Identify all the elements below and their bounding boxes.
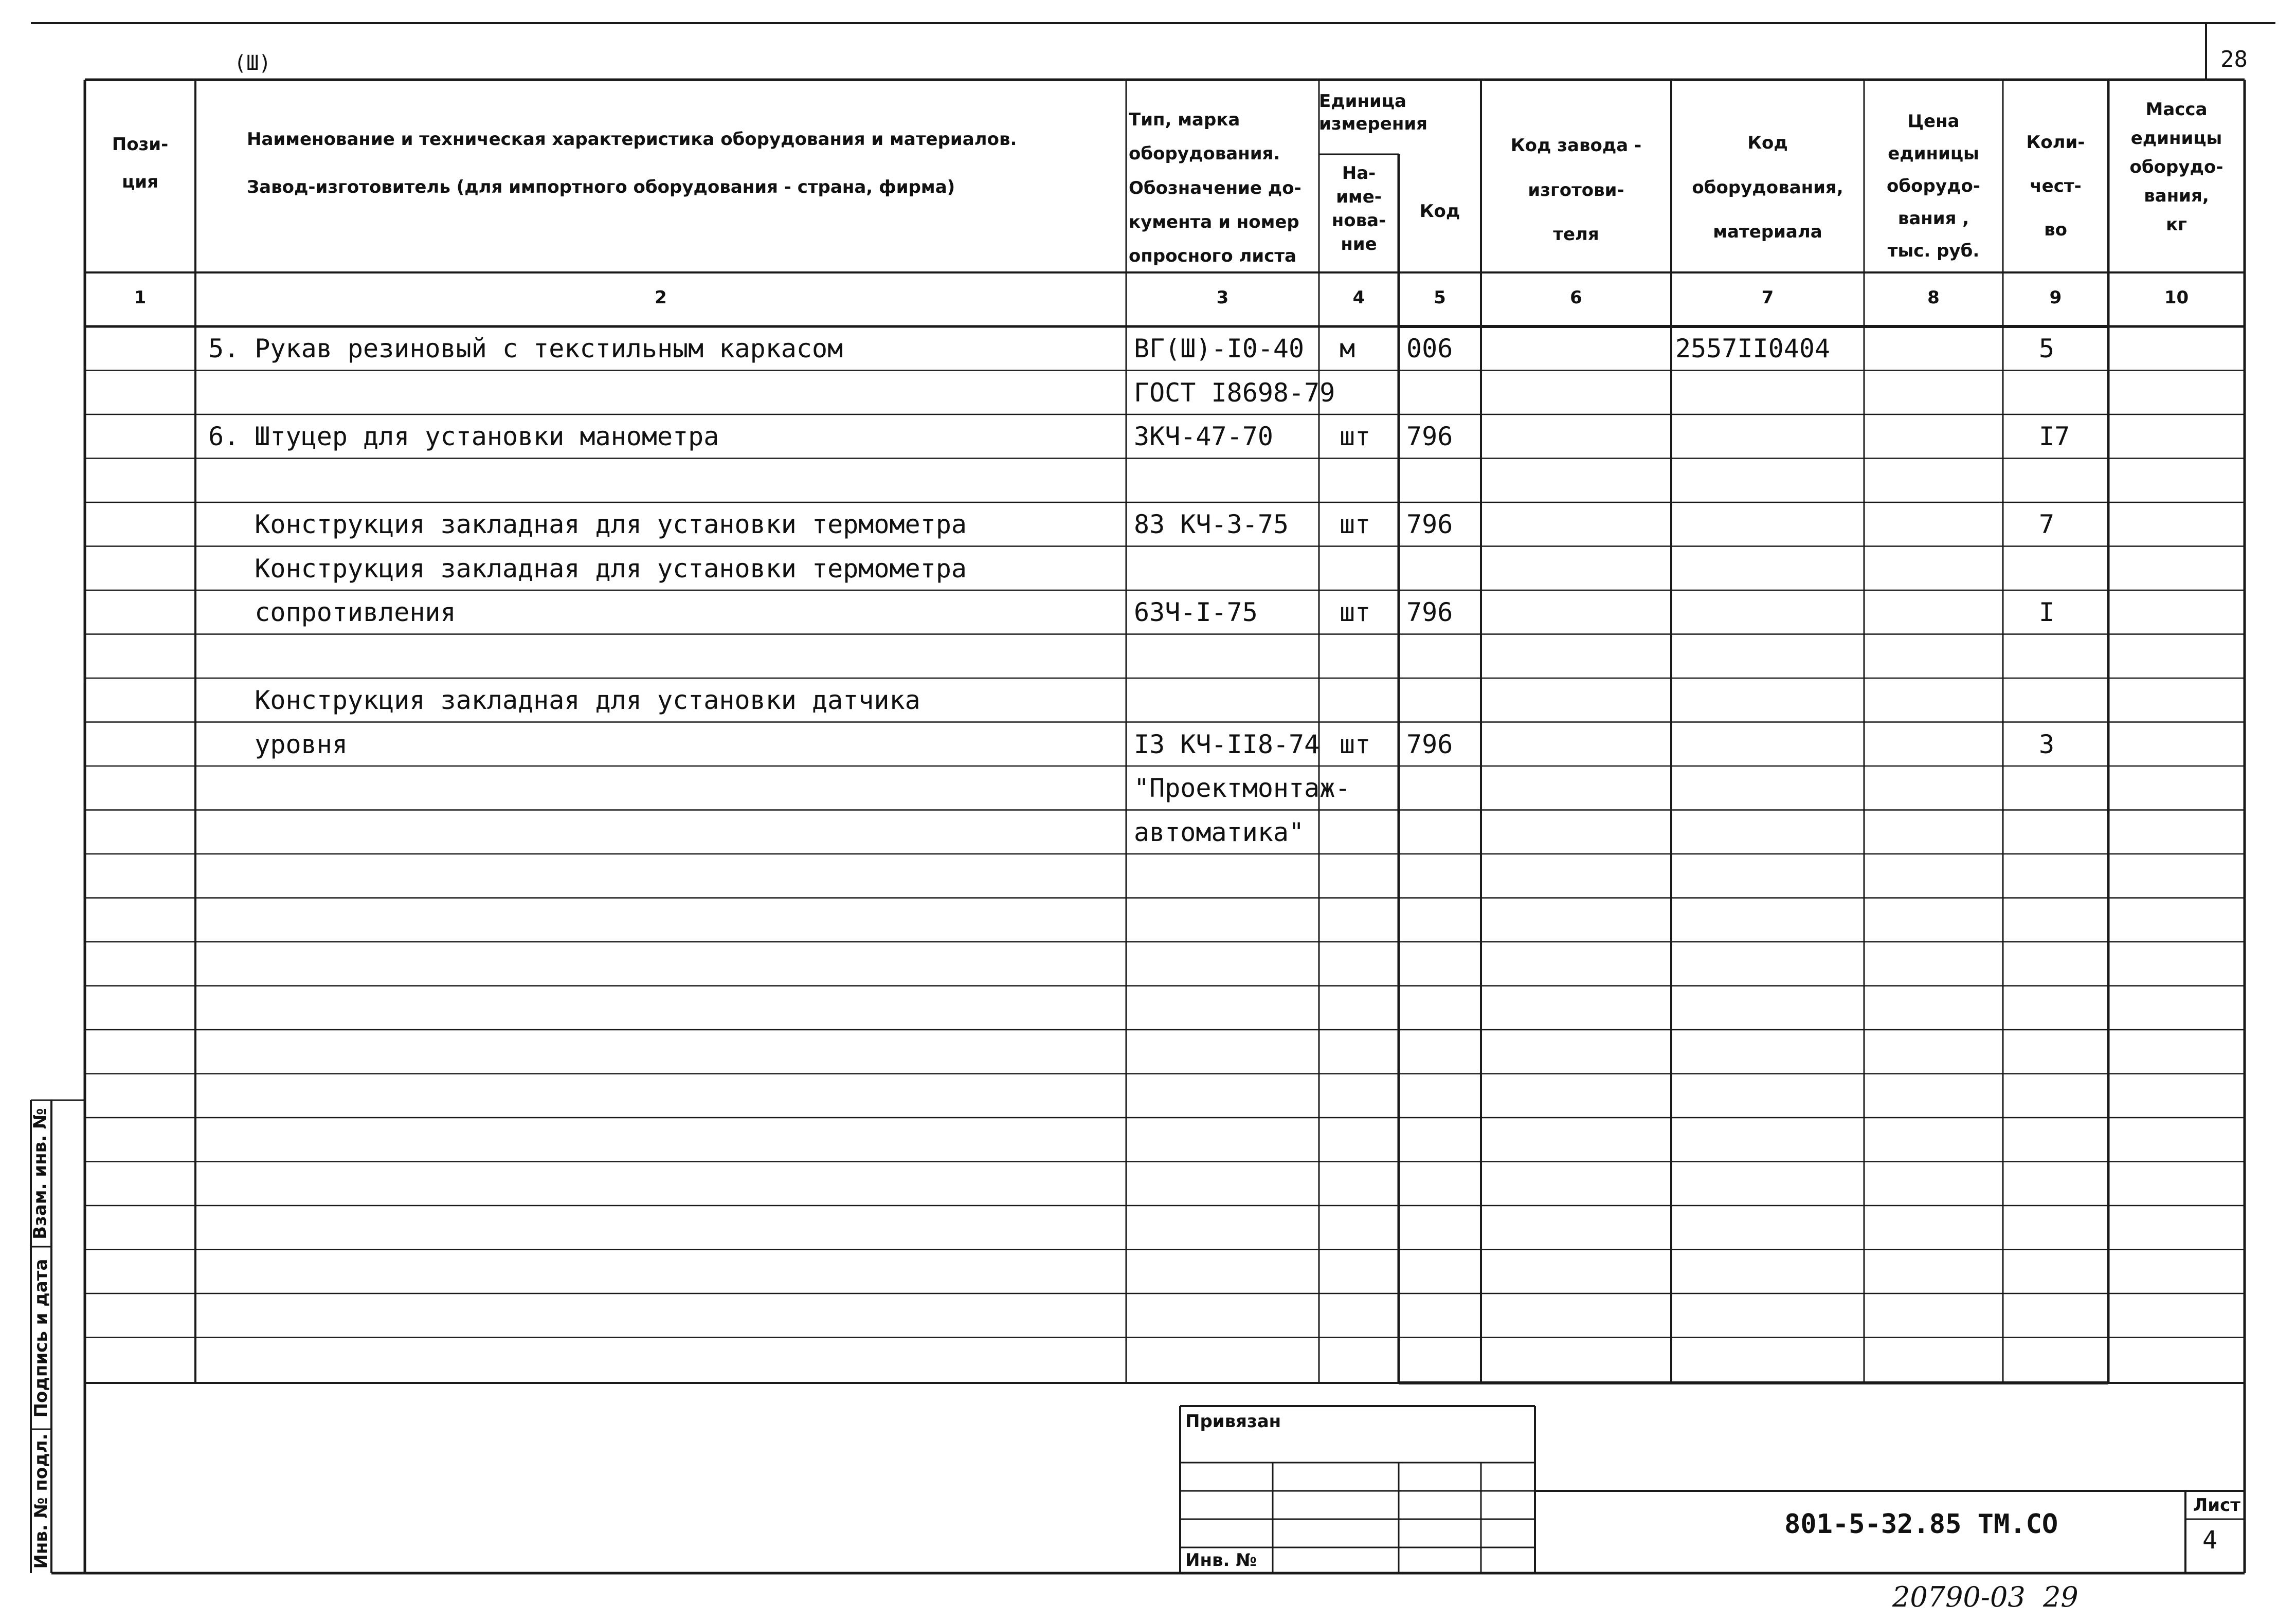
side-label-signature-date: Подпись и дата	[31, 1259, 51, 1418]
header-unit-group: Единица измерения	[1319, 91, 1427, 135]
document-code: 801-5-32.85 ТМ.СО	[1784, 1509, 2058, 1540]
item-type: 3КЧ-47-70	[1134, 422, 1273, 451]
privyazan-label: Привязан	[1185, 1411, 1281, 1432]
header-type: Тип, марка оборудования. Обозначение до- кумента и номер опросного листа	[1129, 110, 1301, 267]
header-unit-name: На- име- нова- ние	[1331, 163, 1386, 254]
item-unit-code: 796	[1406, 422, 1453, 451]
header-mass: Масса единицы оборудо- вания, кг	[2129, 99, 2223, 235]
column-number: 8	[1927, 287, 1940, 308]
item-name: Конструкция закладная для установки датчика	[208, 685, 920, 715]
item-type: 83 КЧ-3-75	[1134, 509, 1289, 539]
item-unit: шт	[1340, 729, 1371, 759]
item-name: уровня	[208, 729, 348, 759]
header-name: Наименование и техническая характеристика оборудования и материалов. Завод-изготовитель (для импортного оборудования - страна, фирма)	[247, 129, 1017, 197]
item-type: I3 КЧ-II8-74	[1134, 729, 1320, 759]
header-quantity: Коли- чест- во	[2026, 132, 2085, 240]
item-name: Конструкция закладная для установки термометра	[208, 553, 967, 583]
column-number: 2	[655, 287, 667, 308]
header-equipment-code: Код оборудования, материала	[1692, 133, 1843, 243]
sheet-number: 4	[2202, 1526, 2217, 1555]
item-name: 6. Штуцер для установки манометра	[208, 422, 719, 451]
item-unit: шт	[1340, 422, 1371, 451]
inv-no-label: Инв. №	[1185, 1550, 1257, 1571]
header-plant-code: Код завода - изготови- теля	[1510, 135, 1642, 245]
item-type: 63Ч-I-75	[1134, 597, 1258, 627]
item-unit: шт	[1340, 597, 1371, 627]
item-material-code: 2557II0404	[1675, 334, 1831, 363]
item-name: 5. Рукав резиновый с текстильным каркасом	[208, 334, 843, 363]
item-type: "Проектмонтаж-	[1134, 773, 1351, 803]
item-unit-code: 006	[1406, 334, 1453, 363]
footer-code: 20790-03 29	[1892, 1581, 2078, 1613]
column-number: 3	[1216, 287, 1229, 308]
item-quantity: 3	[2039, 729, 2055, 759]
item-quantity: I7	[2039, 422, 2070, 451]
item-name: Конструкция закладная для установки термометра	[208, 509, 967, 539]
item-name: сопротивления	[208, 597, 456, 627]
page-number: 28	[2220, 46, 2248, 72]
item-quantity: 5	[2039, 334, 2055, 363]
column-number: 6	[1570, 287, 1582, 308]
column-number: 4	[1352, 287, 1365, 308]
column-number: 1	[134, 287, 147, 308]
sheet-variant: (Ш)	[234, 51, 272, 75]
item-type: ВГ(Ш)-I0-40	[1134, 334, 1305, 363]
item-unit-code: 796	[1406, 729, 1453, 759]
item-type: автоматика"	[1134, 817, 1305, 847]
item-quantity: I	[2039, 597, 2055, 627]
header-unit-code: Код	[1419, 201, 1460, 222]
item-type: ГОСТ I8698-79	[1134, 377, 1335, 408]
header-position: Пози- ция	[112, 134, 169, 192]
column-number: 10	[2164, 287, 2189, 308]
header-price: Цена единицы оборудо- вания , тыс. руб.	[1887, 111, 1980, 261]
item-unit: м	[1340, 334, 1355, 363]
side-label-vzam-inv: Взам. инв. №	[30, 1108, 50, 1239]
item-unit-code: 796	[1406, 509, 1453, 539]
column-number: 9	[2049, 287, 2062, 308]
column-number: 5	[1434, 287, 1446, 308]
side-label-inv-podl: Инв. № подл.	[31, 1433, 51, 1569]
item-unit-code: 796	[1406, 597, 1453, 627]
item-unit: шт	[1340, 509, 1371, 539]
item-quantity: 7	[2039, 509, 2055, 539]
column-number: 7	[1761, 287, 1774, 308]
sheet-label: Лист	[2193, 1495, 2240, 1516]
